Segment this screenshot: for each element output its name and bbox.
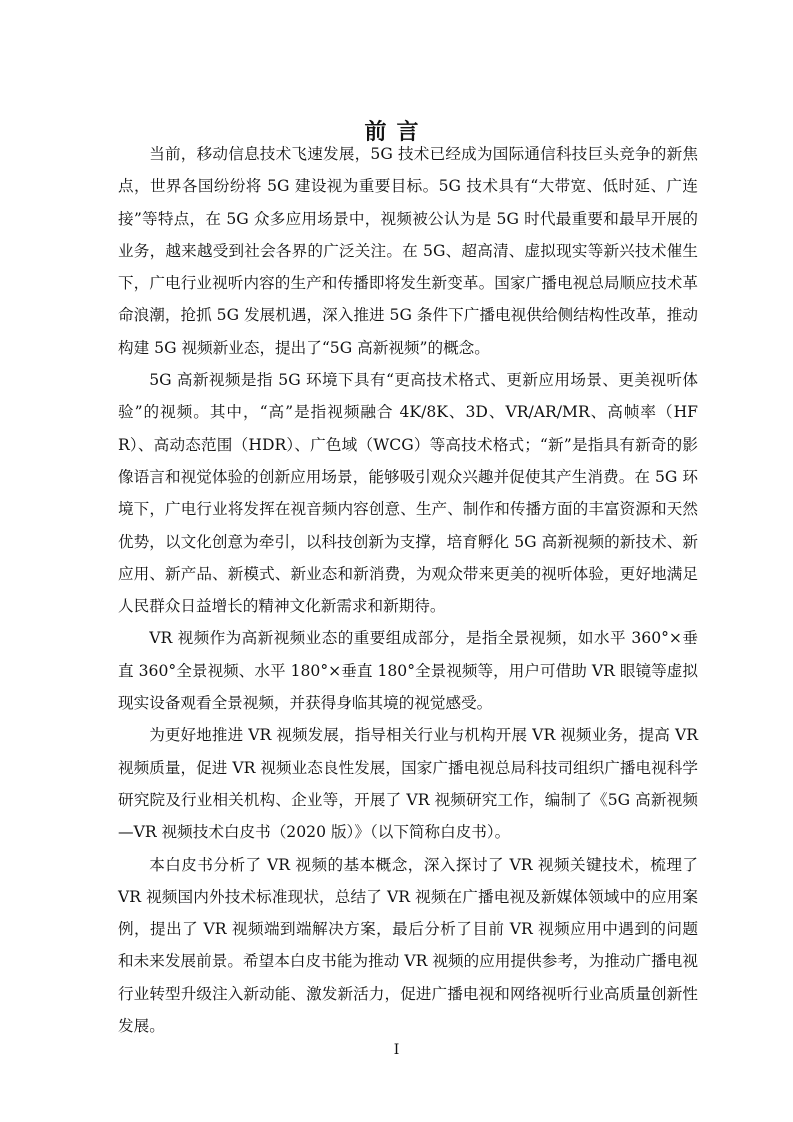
page-title: 前言 xyxy=(364,118,429,145)
paragraph-5: 本白皮书分析了 VR 视频的基本概念，深入探讨了 VR 视频关键技术，梳理了 VR 视频国内外技术标准现状，总结了 VR 视频在广播电视及新媒体领域中的应用案例，提出了 VR 视频端到端解决方案，最后分析了目前 VR 视频应用中遇到的问题和未来发展前景。希望本白皮书能为推动 VR 视频的应用提供参考，为推动广播电视行业转型升级注入新动能、激发新活力，促进广播电视和网络视听行业高质量创新性发展。 xyxy=(118,855,698,1036)
page-number: I xyxy=(393,1042,400,1058)
paragraph-2: 5G 高新视频是指 5G 环境下具有“更高技术格式、更新应用场景、更美视听体验”的视频。其中，“高”是指视频融合 4K/8K、3D、VR/AR/MR、高帧率（HFR）、高动态范围（HDR）、广色域（WCG）等高技术格式；“新”是指具有新奇的影像语言和视觉体验的创新应用场景，能够吸引观众兴趣并促使其产生消费。在 5G 环境下，广电行业将发挥在视音频内容创意、生产、制作和传播方面的丰富资源和天然优势，以文化创意为牵引，以科技创新为支撑，培育孵化 5G 高新视频的新技术、新应用、新产品、新模式、新业态和新消费，为观众带来更美的视听体验，更好地满足人民群众日益增长的精神文化新需求和新期待。 xyxy=(118,371,698,616)
preface-body xyxy=(118,138,698,1042)
paragraph-3: VR 视频作为高新视频业态的重要组成部分，是指全景视频，如水平 360°×垂直 360°全景视频、水平 180°×垂直 180°全景视频等，用户可借助 VR 眼镜等虚拟现实设备观看全景视频，并获得身临其境的视觉感受。 xyxy=(118,629,698,713)
paragraph-4: 为更好地推进 VR 视频发展，指导相关行业与机构开展 VR 视频业务，提高 VR 视频质量，促进 VR 视频业态良性发展，国家广播电视总局科技司组织广播电视科学研究院及行业相关机构、企业等，开展了 VR 视频研究工作，编制了《5G 高新视频—VR 视频技术白皮书（2020 版）》（以下简称白皮书）。 xyxy=(118,726,698,842)
paragraph-1: 当前，移动信息技术飞速发展，5G 技术已经成为国际通信科技巨头竞争的新焦点，世界各国纷纷将 5G 建设视为重要目标。5G 技术具有“大带宽、低时延、广连接”等特点，在 5G 众多应用场景中，视频被公认为是 5G 时代最重要和最早开展的业务，越来越受到社会各界的广泛关注。在 5G、超高清、虚拟现实等新兴技术催生下，广电行业视听内容的生产和传播即将发生新变革。国家广播电视总局顺应技术革命浪潮，抢抓 5G 发展机遇，深入推进 5G 条件下广播电视供给侧结构性改革，推动构建 5G 视频新业态，提出了“5G 高新视频”的概念。 xyxy=(118,145,698,357)
